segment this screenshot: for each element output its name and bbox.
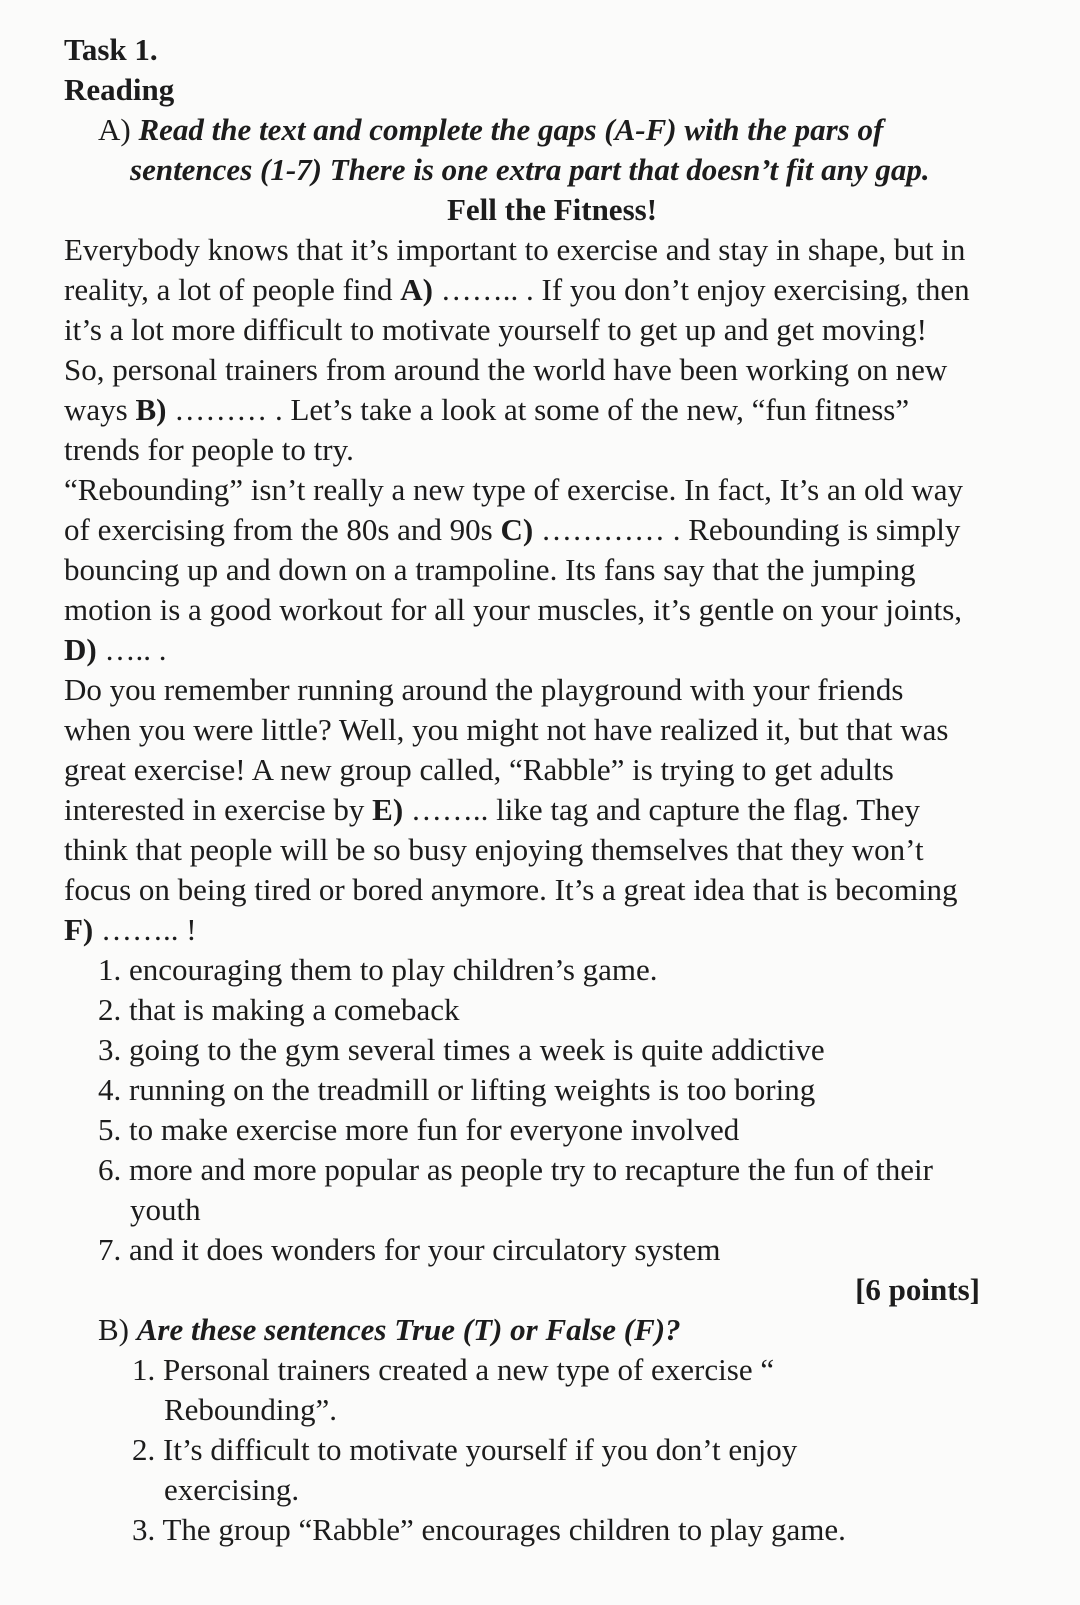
gap-f: F) [64,912,94,947]
list-item: 7. and it does wonders for your circulatory system [98,1232,721,1267]
list-item: 2. It’s difficult to motivate yourself if you don’t enjoy exercising. [132,1432,798,1507]
paragraph-3: Do you remember running around the playground with your friends when you were little? Well, you might not have realized it, but that was great exercise! A new group called, “Rabble” is trying to get adults interested in exercise by E) …….. like tag and capture the flag. They think that people will be so busy enjoying themselves that they won’t focus on being tired or bored anymore. It’s a great idea that is becoming F) …….. ! [64,672,958,947]
text-title: Fell the Fitness! [446,192,658,227]
sentence-options-list [64,950,968,1270]
gap-a: A) [400,272,434,307]
gap-c: C) [500,512,534,547]
list-item: 1. Personal trainers created a new type of exercise “ Rebounding”. [132,1352,775,1427]
gap-d: D) [64,632,97,667]
part-a-instruction [98,110,990,190]
task-title: Task 1. [64,32,158,67]
points-label: [6 points] [855,1272,980,1307]
list-item: 3. going to the gym several times a week is quite addictive [98,1032,825,1067]
part-a-label: A) [98,112,131,147]
list-item: 1. encouraging them to play children’s game. [98,952,658,987]
list-item: 5. to make exercise more fun for everyone involved [98,1112,740,1147]
section-title: Reading [64,72,175,107]
list-item: 2. that is making a comeback [98,992,460,1027]
part-b-instruction [98,1310,1080,1350]
gap-b: B) [135,392,167,427]
list-item: 6. more and more popular as people try to recapture the fun of their youth [98,1152,933,1227]
gap-e: E) [372,792,404,827]
paragraph-2: “Rebounding” isn’t really a new type of exercise. In fact, It’s an old way of exercising from the 80s and 90s C) ………… . Rebounding is simply bouncing up and down on a trampoline. Its fans say that the jumping motion is a good workout for all your muscles, it’s gentle on your joints, D) ….. . [64,472,963,667]
list-item: 4. running on the treadmill or lifting weights is too boring [98,1072,816,1107]
paragraph-1: Everybody knows that it’s important to exercise and stay in shape, but in reality, a lot of people find A) …….. . If you don’t enjoy exercising, then it’s a lot more difficult to motivate yourself to get up and get moving! So, personal trainers from around the world have been working on new ways B) ……… . Let’s take a look at some of the new, “fun fitness” trends for people to try. [64,232,970,467]
list-item: 3. The group “Rabble” encourages children to play game. [132,1512,846,1547]
part-a-instruction-text: Read the text and complete the gaps (A-F) with the pars of sentences (1-7) There is one extra part that doesn’t fit any gap. [130,112,930,187]
part-b-instruction-text: Are these sentences True (T) or False (F)? [136,1312,681,1347]
true-false-list [64,1350,892,1550]
part-b-label: B) [98,1312,129,1347]
